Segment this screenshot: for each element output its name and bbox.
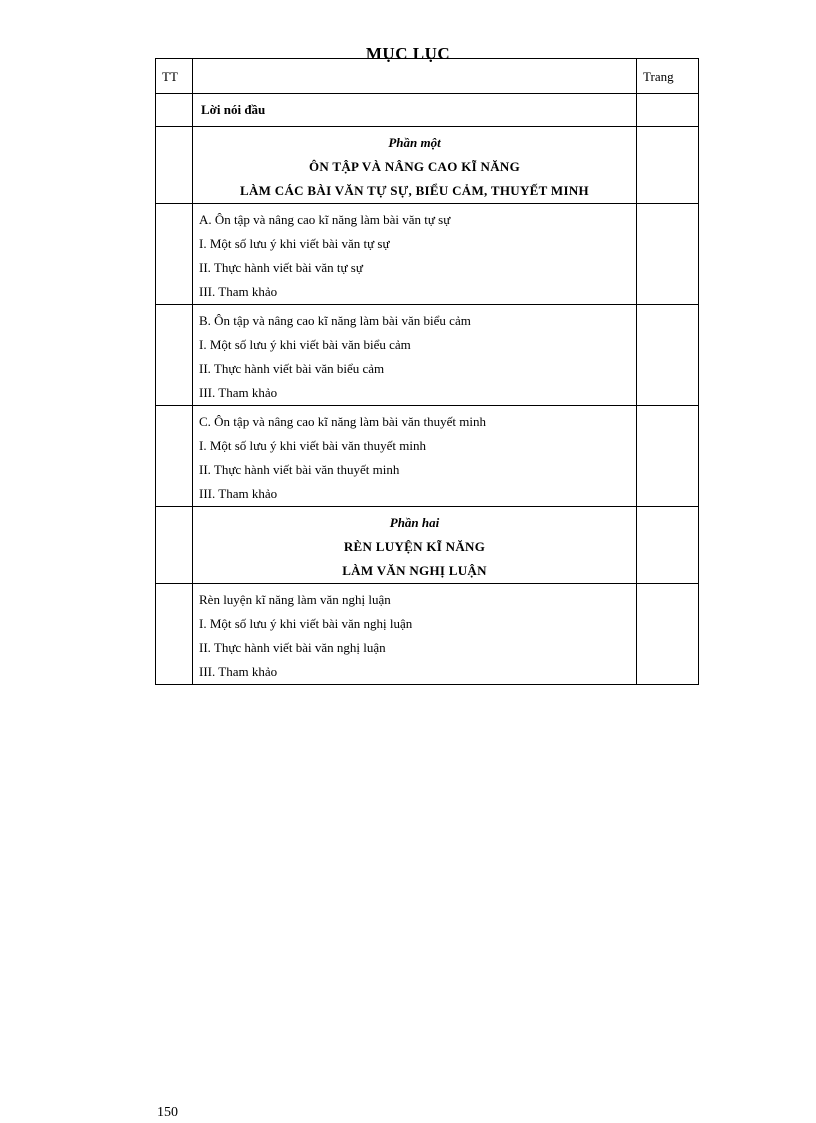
section-c-title: C. Ôn tập và nâng cao kĩ năng làm bài văn thuyết minh: [199, 414, 487, 429]
section-a-item-1: I. Một số lưu ý khi viết bài văn tự sự: [199, 236, 390, 251]
part1-heading-line2: LÀM CÁC BÀI VĂN TỰ SỰ, BIỂU CẢM, THUYẾT MINH: [240, 183, 589, 198]
part1-heading-cell: [193, 127, 637, 204]
section-c-item-2: II. Thực hành viết bài văn thuyết minh: [199, 462, 400, 477]
page-title: MỤC LỤC: [365, 44, 451, 63]
section-b-item-3: III. Tham khảo: [199, 385, 278, 400]
table-row: [156, 507, 699, 584]
page-number: 150: [157, 1105, 178, 1120]
part2-heading-line2: LÀM VĂN NGHỊ LUẬN: [342, 563, 487, 578]
table-row: [156, 406, 699, 507]
table-row: [156, 305, 699, 406]
section-a-item-3: III. Tham khảo: [199, 284, 278, 299]
part2-item-3: III. Tham khảo: [199, 664, 278, 679]
tt-column-header: TT: [156, 59, 193, 94]
section-a-item-2: II. Thực hành viết bài văn tự sự: [199, 260, 363, 275]
table-row: [156, 127, 699, 204]
table-of-contents: [155, 58, 699, 685]
table-row: [156, 204, 699, 305]
section-a-title: A. Ôn tập và nâng cao kĩ năng làm bài văn tự sự: [199, 212, 451, 227]
part1-label: Phần một: [388, 135, 441, 150]
section-b-cell: [193, 305, 637, 406]
header-row: [156, 59, 699, 94]
section-b-title: B. Ôn tập và nâng cao kĩ năng làm bài văn biểu cảm: [199, 313, 471, 328]
section-b-item-2: II. Thực hành viết bài văn biểu cảm: [199, 361, 385, 376]
table-row: [156, 584, 699, 685]
intro-entry: Lời nói đầu: [193, 94, 637, 127]
part2-item-2: II. Thực hành viết bài văn nghị luận: [199, 640, 386, 655]
part2-section-title: Rèn luyện kĩ năng làm văn nghị luận: [199, 592, 391, 607]
section-c-cell: [193, 406, 637, 507]
section-c-item-3: III. Tham khảo: [199, 486, 278, 501]
section-c-item-1: I. Một số lưu ý khi viết bài văn thuyết minh: [199, 438, 426, 453]
table-row: [156, 94, 699, 127]
page-column-header: Trang: [637, 59, 699, 94]
part2-heading-line1: RÈN LUYỆN KĨ NĂNG: [343, 539, 486, 554]
section-b-item-1: I. Một số lưu ý khi viết bài văn biểu cảm: [199, 337, 411, 352]
part2-label: Phần hai: [389, 515, 440, 530]
part2-section-cell: [193, 584, 637, 685]
section-a-cell: [193, 204, 637, 305]
part1-heading-line1: ÔN TẬP VÀ NÂNG CAO KĨ NĂNG: [308, 159, 520, 174]
title-column-header: [193, 59, 637, 94]
part2-heading-cell: [193, 507, 637, 584]
part2-item-1: I. Một số lưu ý khi viết bài văn nghị luận: [199, 616, 413, 631]
